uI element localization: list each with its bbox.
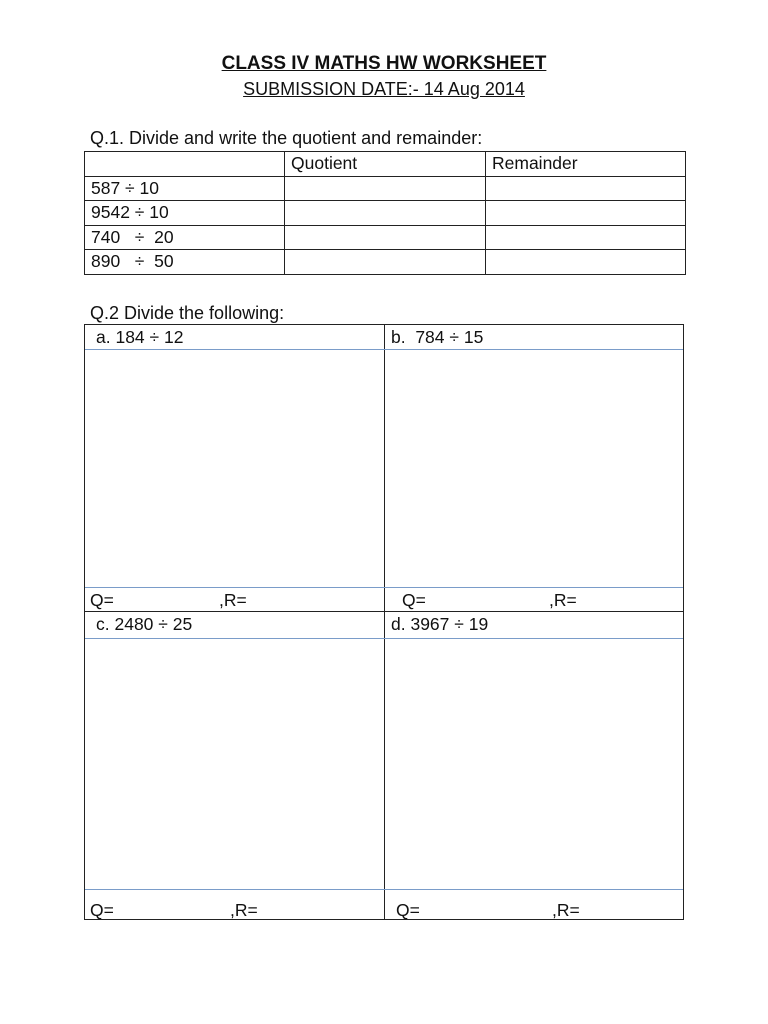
remainder-cell[interactable] (486, 250, 686, 275)
quotient-cell[interactable] (285, 201, 486, 226)
division-expression: 9542 ÷ 10 (85, 201, 285, 226)
division-expression: 740 ÷ 20 (85, 225, 285, 250)
problem-a-remainder-label[interactable]: ,R= (219, 590, 247, 610)
grid-divider (85, 611, 683, 612)
table-header-row (85, 152, 686, 177)
remainder-cell[interactable] (486, 176, 686, 201)
grid-divider-vertical (384, 325, 385, 919)
problem-b-quotient-label[interactable]: Q= (402, 590, 426, 610)
remainder-cell[interactable] (486, 225, 686, 250)
grid-divider (85, 638, 683, 639)
division-expression: 890 ÷ 50 (85, 250, 285, 275)
problem-c-quotient-label[interactable]: Q= (90, 900, 114, 920)
grid-divider (85, 587, 683, 588)
question-1-heading: Q.1. Divide and write the quotient and remainder: (90, 128, 483, 148)
problem-a-quotient-label[interactable]: Q= (90, 590, 114, 610)
table-header-blank (85, 152, 285, 177)
question-2-grid (84, 324, 684, 920)
question-2-heading: Q.2 Divide the following: (90, 303, 285, 323)
problem-b-label: b. 784 ÷ 15 (391, 327, 484, 347)
table-row (85, 250, 686, 275)
problem-c-remainder-label[interactable]: ,R= (230, 900, 258, 920)
problem-d-quotient-label[interactable]: Q= (396, 900, 420, 920)
table-row (85, 225, 686, 250)
problem-c-label: c. 2480 ÷ 25 (96, 614, 193, 634)
division-expression: 587 ÷ 10 (85, 176, 285, 201)
problem-b-remainder-label[interactable]: ,R= (549, 590, 577, 610)
table-header-remainder: Remainder (486, 152, 686, 177)
problem-a-label: a. 184 ÷ 12 (96, 327, 184, 347)
problem-d-label: d. 3967 ÷ 19 (391, 614, 489, 634)
question-1-table (84, 151, 686, 275)
table-header-quotient: Quotient (285, 152, 486, 177)
table-row (85, 201, 686, 226)
grid-divider (85, 349, 683, 350)
worksheet-title: CLASS IV MATHS HW WORKSHEET (221, 53, 547, 74)
quotient-cell[interactable] (285, 250, 486, 275)
quotient-cell[interactable] (285, 225, 486, 250)
problem-d-remainder-label[interactable]: ,R= (552, 900, 580, 920)
submission-date: SUBMISSION DATE:- 14 Aug 2014 (243, 79, 525, 99)
grid-divider (85, 889, 683, 890)
table-row (85, 176, 686, 201)
quotient-cell[interactable] (285, 176, 486, 201)
remainder-cell[interactable] (486, 201, 686, 226)
